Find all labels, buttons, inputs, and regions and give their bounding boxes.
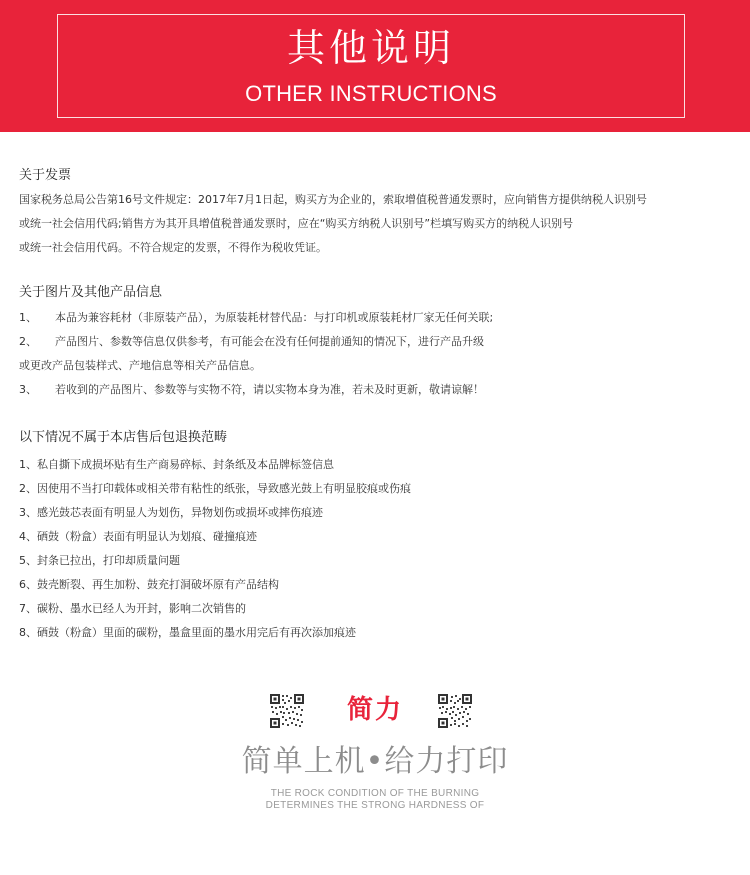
after-sales-item: 5、封条已拉出，打印却质量问题 (19, 554, 180, 567)
qr-code-icon (438, 694, 472, 728)
item-text: 或更改产品包装样式、产地信息等相关产品信息。 (19, 359, 261, 372)
invoice-section-title: 关于发票 (19, 168, 72, 183)
product-info-item (19, 381, 484, 399)
header-banner (0, 0, 750, 132)
item-number: 2、 (19, 335, 37, 348)
after-sales-item: 7、碳粉、墨水已经人为开封，影响二次销售的 (19, 602, 246, 615)
after-sales-item: 1、私自撕下成损坏贴有生产商易碎标、封条纸及本品牌标签信息 (19, 458, 334, 471)
after-sales-item: 2、因使用不当打印载体或相关带有粘性的纸张，导致感光鼓上有明显胶痕或伤痕 (19, 482, 411, 495)
item-number: 1、 (19, 311, 37, 324)
invoice-line: 或统一社会信用代码;销售方为其开具增值税普通发票时，应在“购买方纳税人识别号”栏填写购买方的纳税人识别号 (19, 217, 574, 230)
brand-name: 简力 (346, 695, 403, 725)
brand-slogan: 简单上机•给力打印 (241, 744, 509, 779)
product-info-item (19, 309, 493, 327)
brand-row (0, 690, 750, 730)
banner-frame (57, 14, 685, 118)
english-tagline: DETERMINES THE STRONG HARDNESS OF (265, 800, 485, 811)
item-text: 本品为兼容耗材（非原装产品），为原装耗材替代品：与打印机或原装耗材厂家无任何关联; (55, 311, 494, 324)
english-tagline: THE ROCK CONDITION OF THE BURNING (270, 788, 480, 799)
product-info-item (19, 357, 261, 375)
page-title: 其他说明 (286, 26, 455, 70)
after-sales-item: 4、硒鼓（粉盒）表面有明显认为划痕、碰撞痕迹 (19, 530, 257, 543)
item-number: 3、 (19, 383, 37, 396)
invoice-line: 或统一社会信用代码。不符合规定的发票，不得作为税收凭证。 (19, 241, 327, 254)
after-sales-item: 8、硒鼓（粉盒）里面的碳粉，墨盒里面的墨水用完后有再次添加痕迹 (19, 626, 356, 639)
after-sales-item: 6、鼓壳断裂、再生加粉、鼓充打洞破坏原有产品结构 (19, 578, 279, 591)
product-info-section-title: 关于图片及其他产品信息 (19, 285, 163, 300)
after-sales-item: 3、感光鼓芯表面有明显人为划伤，异物划伤或损坏或摔伤痕迹 (19, 506, 323, 519)
item-text: 若收到的产品图片、参数等与实物不符，请以实物本身为准，若未及时更新，敬请谅解！ (55, 383, 484, 396)
item-text: 产品图片、参数等信息仅供参考，有可能会在没有任何提前通知的情况下，进行产品升级 (55, 335, 484, 348)
invoice-line: 国家税务总局公告第16号文件规定：2017年7月1日起，购买方为企业的，索取增值税普通发票时，应向销售方提供纳税人识别号 (19, 193, 647, 206)
product-info-item (19, 333, 484, 351)
after-sales-section-title: 以下情况不属于本店售后包退换范畴 (19, 430, 228, 445)
page-subtitle: OTHER INSTRUCTIONS (245, 81, 497, 106)
